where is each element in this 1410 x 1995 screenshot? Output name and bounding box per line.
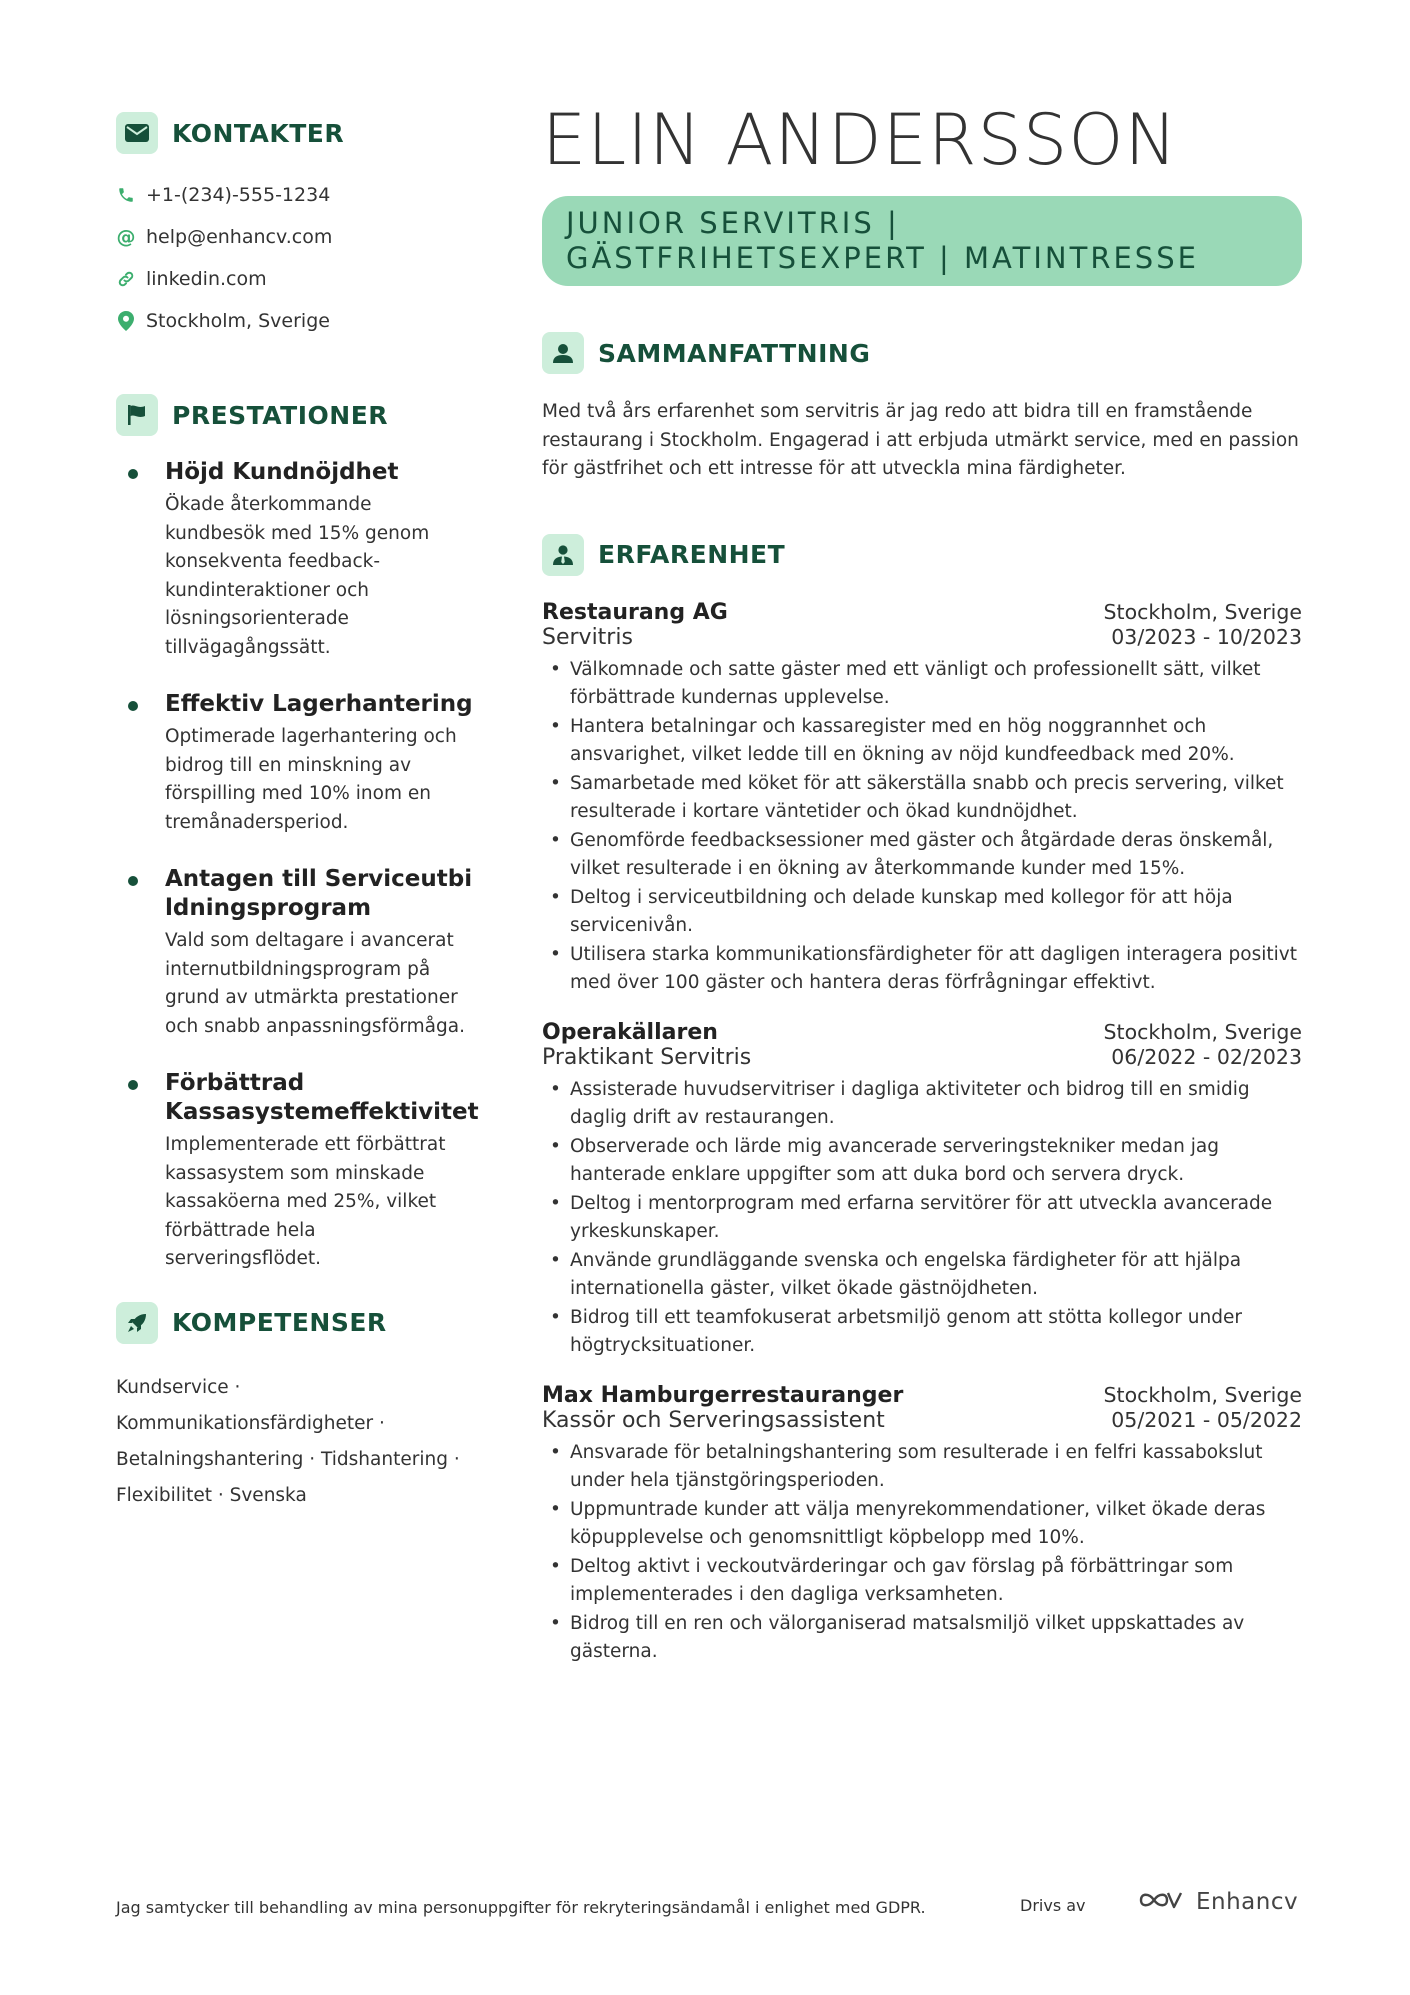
location-text: Stockholm, Sverige (146, 310, 330, 332)
job-bullet: • Uppmuntrade kunder att välja menyrekommendationer, vilket ökade deras köpupplevelse och genomsnittligt köpbelopp med 10%. (542, 1496, 1302, 1553)
envelope-icon (116, 112, 158, 154)
contact-linkedin[interactable] (116, 258, 476, 300)
job-dates: 06/2022 - 02/2023 (1111, 1044, 1302, 1069)
flag-icon (116, 394, 158, 436)
job-bullet: • Använde grundläggande svenska och engelska färdigheter för att hjälpa internationella gäster, vilket ökade gästnöjdheten. (542, 1247, 1302, 1304)
map-pin-icon (116, 311, 136, 331)
headline-line-2: GÄSTFRIHETSEXPERT | MATINTRESSE (566, 241, 1199, 275)
achievement-item (116, 1069, 479, 1274)
company-name: Max Hamburgerrestauranger (542, 1382, 904, 1408)
contacts-header (116, 112, 476, 154)
job-dates: 05/2021 - 05/2022 (1111, 1407, 1302, 1432)
skills-header (116, 1302, 476, 1344)
bullet-dot (128, 469, 138, 479)
job-bullet: • Bidrog till en ren och välorganiserad matsalsmiljö vilket uppskattades av gästerna. (542, 1610, 1302, 1667)
achievement-desc: Optimerade lagerhantering och bidrog till en minskning av förspilling med 10% inom en tremånadersperiod. (165, 726, 457, 833)
achievement-item (116, 690, 476, 837)
achievement-desc: Vald som deltagare i avancerat internutbildningsprogram på grund av utmärkta prestationer och snabb anpassningsförmåga. (165, 930, 465, 1037)
bullet-dot (128, 876, 138, 886)
achievements-header (116, 394, 476, 436)
achievement-title: Effektiv Lagerhantering (165, 691, 473, 717)
phone-icon (116, 185, 136, 205)
job-bullets (542, 1076, 1302, 1361)
job-bullet: • Deltog aktivt i veckoutvärderingar och gav förslag på förbättringar som implementerades i den dagliga verksamheten. (542, 1553, 1302, 1610)
job-entry (542, 1020, 1302, 1361)
achievements-title: PRESTATIONER (172, 400, 389, 430)
achievement-item (116, 865, 476, 1041)
summary-title: SAMMANFATTNING (598, 338, 871, 368)
skills-line: Kommunikationsfärdigheter · (116, 1412, 385, 1434)
achievement-title: Höjd Kundnöjdhet (165, 459, 399, 485)
job-location: Stockholm, Sverige (1103, 599, 1302, 624)
user-tie-icon (542, 534, 584, 576)
bullet-dot (128, 1080, 138, 1090)
at-icon: @ (116, 226, 136, 248)
enhancv-brand-name: Enhancv (1196, 1889, 1299, 1915)
linkedin-text: linkedin.com (146, 268, 267, 290)
skills-line: Betalningshantering · Tidshantering · (116, 1448, 460, 1470)
job-bullet: • Deltog i mentorprogram med erfarna servitörer för att utveckla avancerade yrkeskunskaper. (542, 1190, 1302, 1247)
achievement-desc: Ökade återkommande kundbesök med 15% genom konsekventa feedback-kundinteraktioner och lösningsorienterade tillvägagångssätt. (165, 494, 430, 658)
achievement-title: Antagen till Serviceutbildningsprogram (165, 866, 473, 921)
summary-header (542, 332, 1302, 374)
job-role: Praktikant Servitris (542, 1044, 752, 1070)
job-bullet: • Bidrog till ett teamfokuserat arbetsmiljö genom att stötta kollegor under högtrycksituationer. (542, 1304, 1302, 1361)
achievement-item (116, 458, 476, 662)
headline-pill (542, 196, 1302, 286)
company-name: Operakällaren (542, 1019, 718, 1045)
achievement-title: Förbättrad Kassasystemeffektivitet (165, 1070, 479, 1125)
skills-title: KOMPETENSER (172, 1308, 387, 1337)
job-role: Kassör och Serveringsassistent (542, 1407, 885, 1433)
job-role: Servitris (542, 624, 633, 650)
job-bullet: • Deltog i serviceutbildning och delade kunskap med kollegor för att höja servicenivån. (542, 884, 1302, 941)
job-entry (542, 600, 1302, 998)
contact-phone[interactable] (116, 174, 476, 216)
contact-list (116, 174, 476, 342)
contact-email[interactable] (116, 216, 476, 258)
achievement-desc: Implementerade ett förbättrat kassasystem som minskade kassaköerna med 25%, vilket förbättrade hela serveringsflödet. (165, 1134, 446, 1269)
bullet-dot (128, 701, 138, 711)
job-bullet: • Ansvarade för betalningshantering som resulterade i en felfri kassabokslut under hela tjänstgöringsperioden. (542, 1439, 1302, 1496)
enhancv-logo-icon (1138, 1888, 1184, 1916)
summary-text: Med två års erfarenhet som servitris är jag redo att bidra till en framstående restaurang i Stockholm. Engagerad i att erbjuda utmärkt service, med en passion för gästfrihet och ett intresse för att utveckla mina färdigheter. (542, 401, 1299, 479)
job-dates: 03/2023 - 10/2023 (1111, 624, 1302, 649)
enhancv-brand-link[interactable] (1138, 1888, 1298, 1916)
job-location: Stockholm, Sverige (1103, 1019, 1302, 1044)
experience-header (542, 534, 1302, 576)
job-bullet: • Genomförde feedbacksessioner med gäster och åtgärdade deras önskemål, vilket resulterade i en ökning av återkommande kunder med 15%. (542, 827, 1302, 884)
job-location: Stockholm, Sverige (1103, 1382, 1302, 1407)
right-column (542, 100, 1302, 1667)
rocket-icon (116, 1302, 158, 1344)
candidate-name: ELIN ANDERSSON (542, 99, 1178, 181)
experience-title: ERFARENHET (598, 540, 786, 569)
job-bullet: • Utilisera starka kommunikationsfärdigheter för att dagligen interagera positivt med över 100 gäster och hantera deras förfrågningar effektivt. (542, 941, 1302, 998)
job-bullets (542, 1439, 1302, 1667)
job-bullet: • Assisterade huvudservitriser i dagliga aktiviteter och bidrog till en smidig daglig drift av restaurangen. (542, 1076, 1302, 1133)
skills-line: Flexibilitet · Svenska (116, 1484, 307, 1506)
email-text: help@enhancv.com (146, 226, 333, 248)
headline-line-1: JUNIOR SERVITRIS | (566, 206, 900, 240)
job-bullet: • Samarbetade med köket för att säkerställa snabb och precis servering, vilket resulterade i kortare väntetider och ökad kundnöjdhet. (542, 770, 1302, 827)
user-icon (542, 332, 584, 374)
company-name: Restaurang AG (542, 599, 728, 625)
footer (116, 1888, 1302, 1928)
job-bullet: • Observerade och lärde mig avancerade serveringstekniker medan jag hanterade enklare uppgifter som att duka bord och servera dryck. (542, 1133, 1302, 1190)
phone-text: +1-(234)-555-1234 (146, 184, 331, 206)
job-bullets (542, 656, 1302, 998)
gdpr-consent: Jag samtycker till behandling av mina personuppgifter för rekryteringsändamål i enlighet med GDPR. (116, 1898, 926, 1917)
job-bullet: • Välkomnade och satte gäster med ett vänligt och professionellt sätt, vilket förbättrade kundernas upplevelse. (542, 656, 1302, 713)
achievement-list (116, 458, 479, 1274)
left-column (116, 112, 479, 1514)
job-entry (542, 1383, 1302, 1667)
link-icon (116, 269, 136, 289)
powered-by-label: Drivs av (1020, 1896, 1086, 1915)
job-bullet: • Hantera betalningar och kassaregister med en hög noggrannhet och ansvarighet, vilket ledde till en ökning av nöjd kundfeedback med 20%. (542, 713, 1302, 770)
contact-location (116, 300, 476, 342)
skills-line: Kundservice · (116, 1376, 241, 1398)
contacts-title: KONTAKTER (172, 118, 345, 148)
skills-list (116, 1370, 476, 1514)
